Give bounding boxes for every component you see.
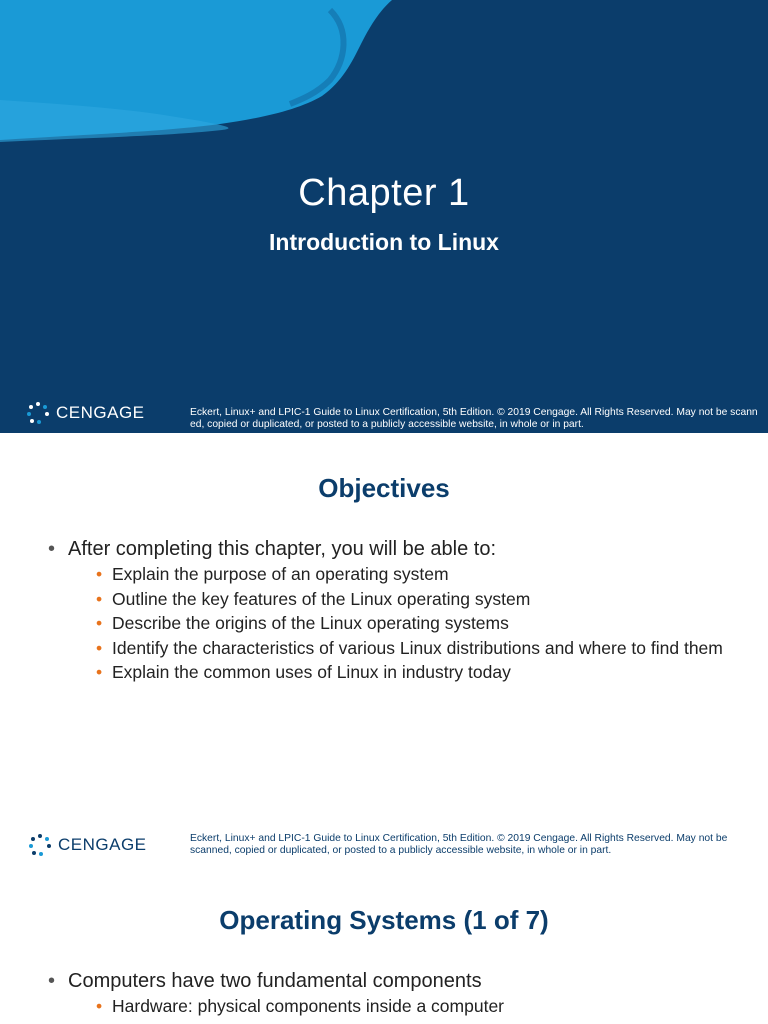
cengage-logo bbox=[28, 833, 147, 857]
copyright-footer: Eckert, Linux+ and LPIC-1 Guide to Linux Certification, 5th Edition. © 2019 Cengage. All Rights Reserved. May not be scanned, copied or duplicated, or posted to a publicly accessible website, in whole or in part. bbox=[190, 833, 728, 856]
title-slide bbox=[0, 0, 768, 433]
objectives-slide bbox=[0, 433, 768, 867]
os-bullet-list bbox=[46, 968, 726, 1021]
cengage-logo-text: CENGAGE bbox=[58, 835, 147, 854]
cengage-mark-icon bbox=[26, 401, 50, 425]
bullet-intro-text: Computers have two fundamental components bbox=[68, 970, 482, 992]
bullet-intro bbox=[46, 968, 726, 1016]
chapter-title: Chapter 1 bbox=[298, 172, 470, 214]
copyright-footer: Eckert, Linux+ and LPIC-1 Guide to Linux Certification, 5th Edition. © 2019 Cengage. All Rights Reserved. May not be scanned, copied or duplicated, or posted to a publicly accessible website, in whole or in part. bbox=[190, 407, 758, 430]
sky-brush-graphic bbox=[0, 0, 768, 200]
sub-bullet-list bbox=[68, 564, 726, 682]
sub-bullet: • Hardware: physical components inside a computer bbox=[90, 996, 726, 1016]
sub-bullet: • Explain the common uses of Linux in industry today bbox=[90, 662, 726, 682]
sub-bullet: • Identify the characteristics of various Linux distributions and where to find them bbox=[90, 638, 726, 658]
cengage-logo-text: CENGAGE bbox=[56, 403, 145, 422]
chapter-subtitle: Introduction to Linux bbox=[269, 229, 499, 255]
sub-bullet: • Describe the origins of the Linux operating systems bbox=[90, 613, 726, 633]
sub-bullet: • Outline the key features of the Linux operating system bbox=[90, 589, 726, 609]
cengage-logo bbox=[26, 401, 145, 425]
operating-systems-slide bbox=[0, 867, 768, 1024]
sub-bullet: • Explain the purpose of an operating system bbox=[90, 564, 726, 584]
slide-title: Operating Systems (1 of 7) bbox=[219, 905, 549, 935]
slide-title: Objectives bbox=[318, 473, 450, 503]
bullet-intro-text: After completing this chapter, you will be able to: bbox=[68, 538, 497, 560]
bullet-intro bbox=[46, 536, 726, 682]
sub-bullet-list bbox=[68, 996, 726, 1016]
objectives-list bbox=[46, 536, 726, 687]
cengage-mark-icon bbox=[28, 833, 52, 857]
